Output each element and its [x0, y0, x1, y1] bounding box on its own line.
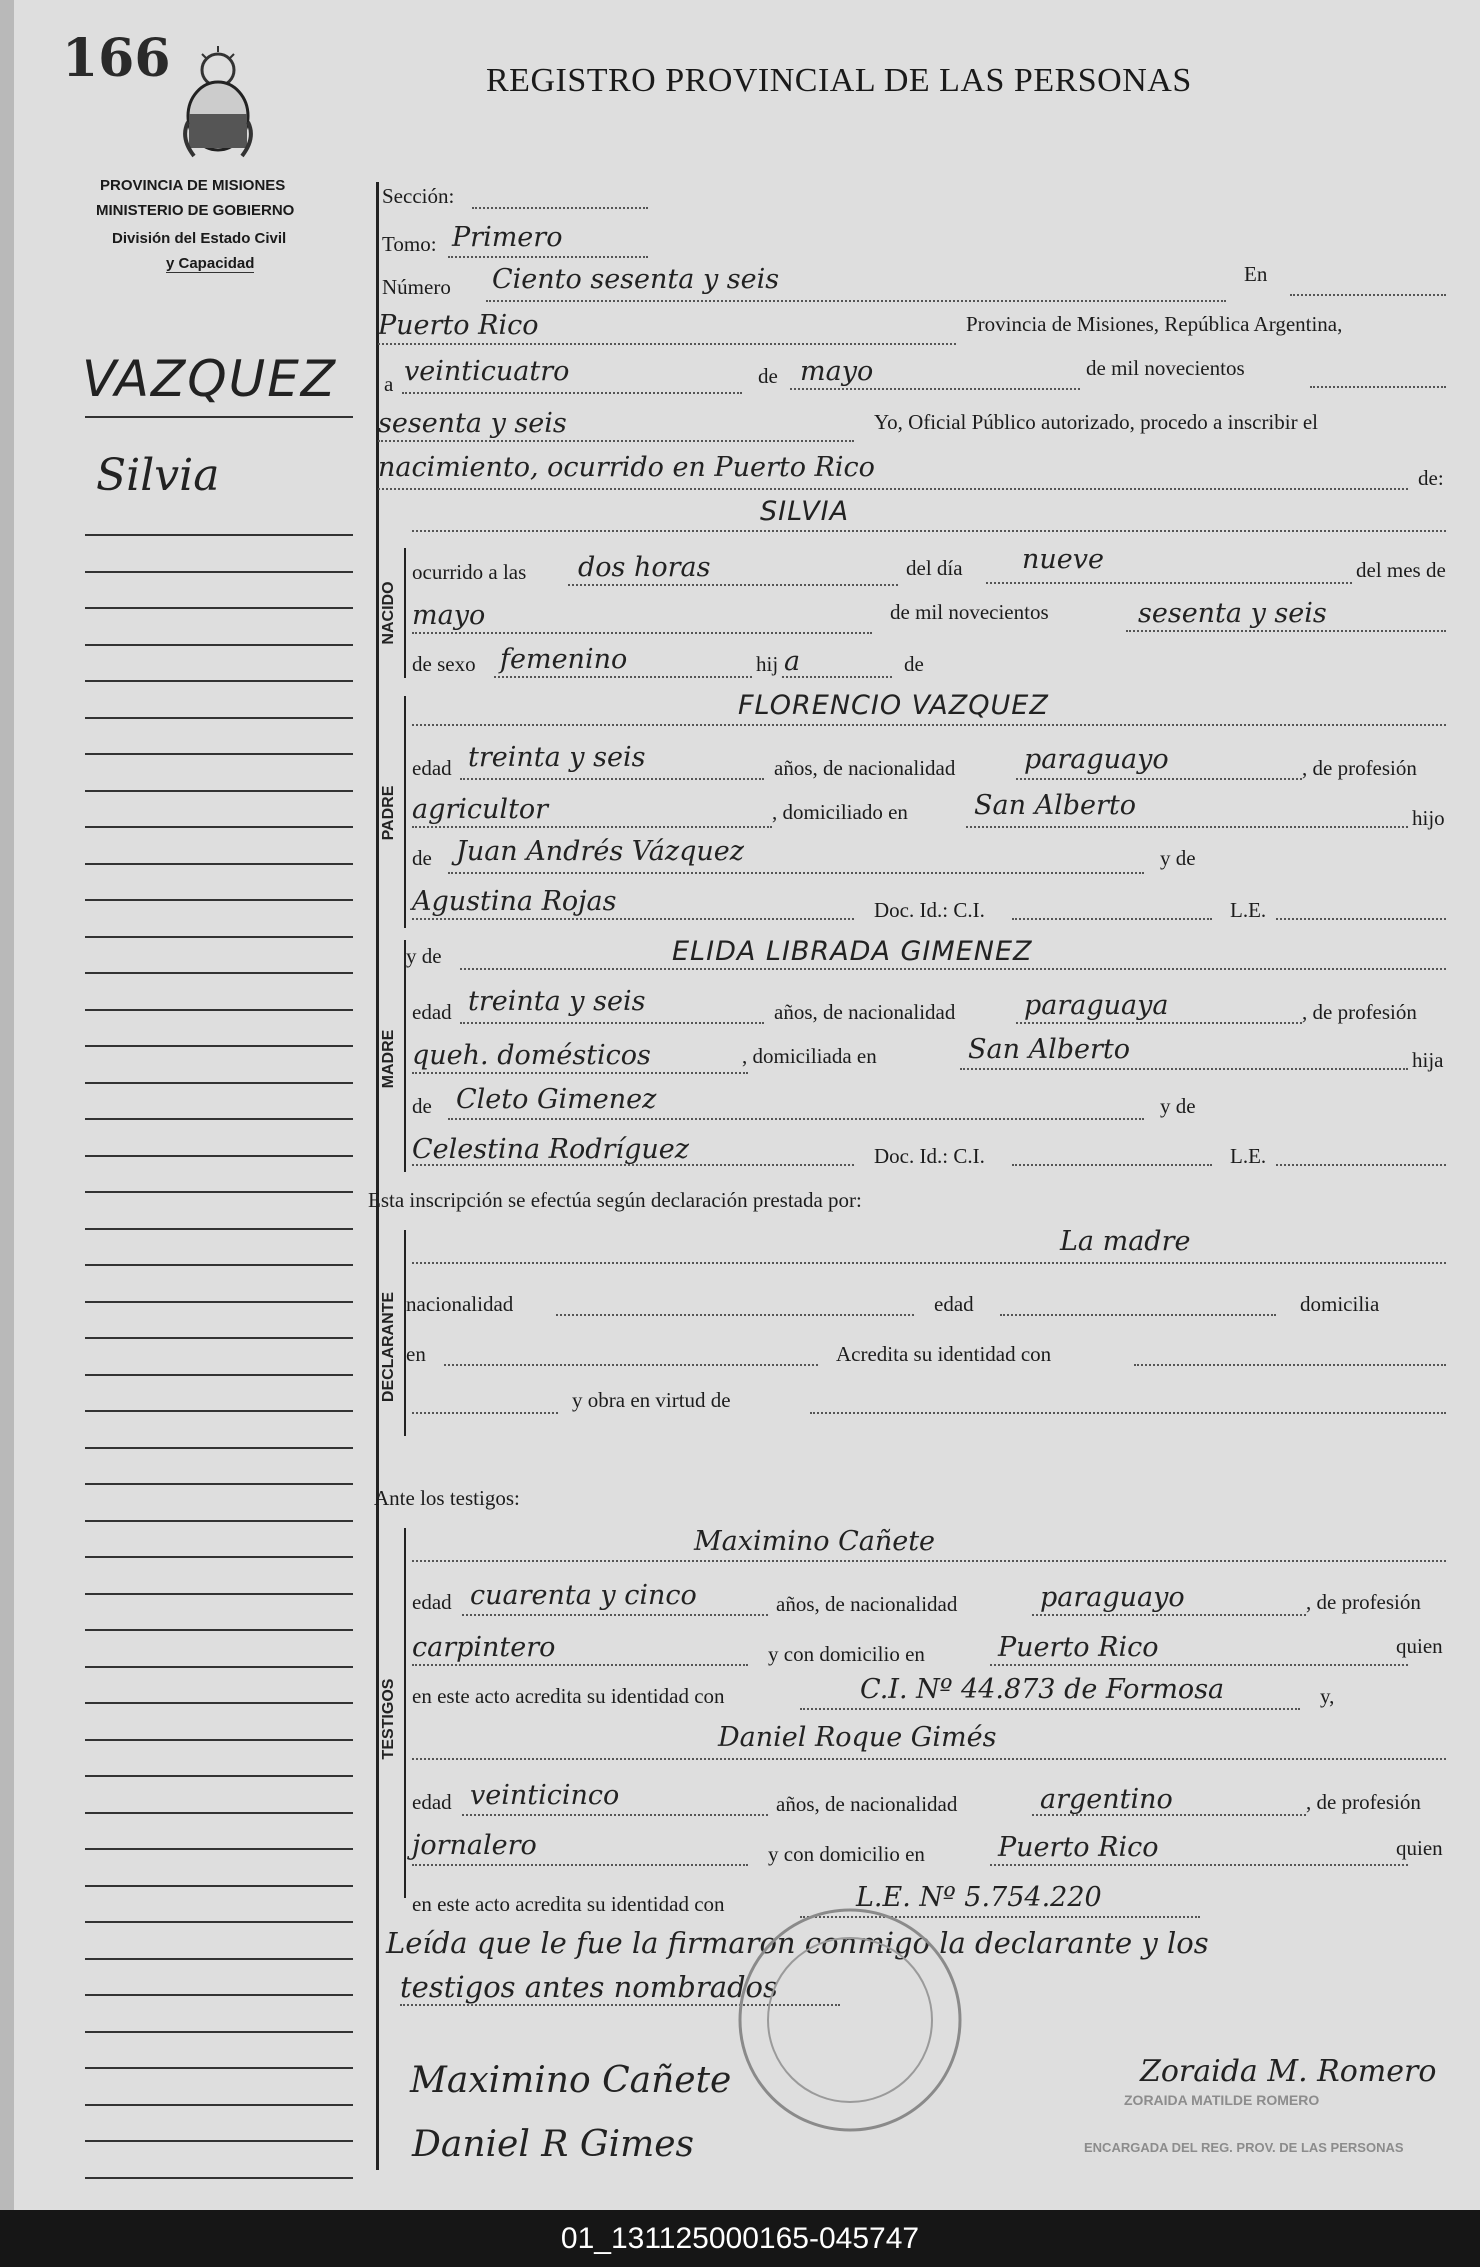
margin-rule	[85, 1739, 353, 1741]
stamp-title: ENCARGADA DEL REG. PROV. DE LAS PERSONAS	[1084, 2140, 1404, 2155]
label-quien-1: quien	[1396, 1634, 1443, 1658]
dots-lugar	[378, 343, 956, 345]
margin-rule	[85, 1520, 353, 1522]
dots-anio-inscripcion	[378, 440, 854, 442]
dots-abuela-materna	[412, 1164, 854, 1166]
margin-rule	[85, 1921, 353, 1923]
label-hijo: hijo	[1412, 806, 1445, 830]
label-madre-nacionalidad: años, de nacionalidad	[774, 1000, 956, 1024]
label-y-de-paterno: y de	[1160, 846, 1196, 870]
dots-padre-nacionalidad	[1016, 778, 1302, 780]
value-testigo1-id: C.I. Nº 44.873 de Formosa	[860, 1674, 1225, 1705]
signature-testigo1: Maximino Cañete	[410, 2060, 732, 2101]
margin-rule	[85, 1191, 353, 1193]
dots-padre-profesion	[412, 826, 772, 828]
section-divider-madre	[404, 940, 406, 1172]
label-mil-novecientos-2: de mil novecientos	[890, 600, 1049, 624]
dots-mes-nacimiento	[412, 632, 872, 634]
official-seal-stamp	[730, 1900, 970, 2140]
margin-rule	[85, 2104, 353, 2106]
label-de-abuelo-paterno: de	[412, 846, 432, 870]
dots-anio-nacimiento	[1126, 630, 1446, 632]
margin-rule	[85, 2140, 353, 2142]
section-divider-declarante	[404, 1230, 406, 1436]
section-divider-padre	[404, 696, 406, 928]
value-abuela-paterna: Agustina Rojas	[412, 886, 617, 917]
dots-anio-extra	[1310, 386, 1446, 388]
dots-numero	[486, 300, 1226, 302]
dots-madre-domicilio	[960, 1068, 1408, 1070]
value-dia-nacimiento: nueve	[1022, 544, 1104, 575]
margin-rule	[85, 644, 353, 646]
value-testigo1-edad: cuarenta y cinco	[470, 1580, 697, 1611]
margin-rule	[85, 1848, 353, 1850]
value-dia-inscripcion: veinticuatro	[404, 356, 570, 387]
dots-abuela-paterna	[412, 918, 854, 920]
label-de-mil-novecientos: de mil novecientos	[1086, 356, 1245, 380]
dots-doc-padre	[1012, 918, 1212, 920]
value-anio-nacimiento: sesenta y seis	[1138, 598, 1327, 629]
dots-seccion	[472, 207, 648, 209]
margin-surname: VAZQUEZ	[82, 350, 338, 408]
value-testigo2-profesion: jornalero	[412, 1830, 537, 1861]
label-testigo1-domicilio: y con domicilio en	[768, 1642, 925, 1666]
value-hij-suffix: a	[784, 646, 801, 677]
dots-acredita	[1134, 1364, 1446, 1366]
value-tomo: Primero	[452, 222, 563, 253]
value-abuelo-paterno: Juan Andrés Vázquez	[456, 836, 744, 867]
dots-dia-inscripcion	[402, 392, 742, 394]
margin-rule	[85, 1775, 353, 1777]
label-ocurrido: ocurrido a las	[412, 560, 527, 584]
issuer-line-2: MINISTERIO DE GOBIERNO	[96, 202, 295, 219]
note-line-1: Leída que le fue la firmaron conmigo la declarante y los	[386, 1926, 1209, 1960]
value-mes-inscripcion: mayo	[800, 356, 874, 387]
label-domiciliada: , domiciliada en	[742, 1044, 877, 1068]
margin-rule	[85, 1994, 353, 1996]
value-mes-nacimiento: mayo	[412, 600, 486, 631]
issuer-line-4: y Capacidad	[166, 255, 255, 272]
value-lugar: Puerto Rico	[378, 310, 539, 341]
margin-rule	[85, 1228, 353, 1230]
margin-rule	[85, 571, 353, 573]
side-label-padre: PADRE	[380, 785, 397, 841]
value-madre-nombre: ELIDA LIBRADA GIMENEZ	[672, 936, 1033, 967]
label-testigo2-profesion: , de profesión	[1306, 1790, 1421, 1814]
dots-declarante-en	[444, 1364, 818, 1366]
label-yo-oficial: Yo, Oficial Público autorizado, procedo a inscribir el	[874, 410, 1319, 434]
issuer-line-1: PROVINCIA DE MISIONES	[100, 177, 286, 194]
margin-rule	[85, 607, 353, 609]
dots-testigo2-nacionalidad	[1032, 1814, 1306, 1816]
dots-madre-profesion	[412, 1072, 748, 1074]
side-label-testigos: TESTIGOS	[380, 1678, 397, 1760]
value-testigo2-domicilio: Puerto Rico	[998, 1832, 1159, 1863]
label-padre-profesion: , de profesión	[1302, 756, 1417, 780]
label-madre-profesion: , de profesión	[1302, 1000, 1417, 1024]
label-ante-testigos: Ante los testigos:	[374, 1486, 520, 1510]
margin-rule	[85, 2067, 353, 2069]
dots-hij	[782, 676, 892, 678]
margin-rule	[85, 1155, 353, 1157]
label-de-mes: de	[758, 364, 778, 388]
value-padre-nombre: FLORENCIO VAZQUEZ	[738, 690, 1049, 721]
margin-rule	[85, 2177, 353, 2179]
margin-rule	[85, 1483, 353, 1485]
value-testigo2-id: L.E. Nº 5.754.220	[856, 1882, 1102, 1913]
label-quien-2: quien	[1396, 1836, 1443, 1860]
dots-en	[1290, 294, 1446, 296]
section-divider-testigos	[404, 1528, 406, 1898]
margin-rule	[85, 753, 353, 755]
value-nombre: SILVIA	[760, 496, 850, 527]
value-abuela-materna: Celestina Rodríguez	[412, 1134, 689, 1165]
dots-madre-edad	[460, 1022, 764, 1024]
value-sexo: femenino	[500, 644, 628, 675]
label-padre-edad: edad	[412, 756, 452, 780]
dots-le-padre	[1276, 918, 1446, 920]
label-declarante-edad: edad	[934, 1292, 974, 1316]
page-number: 166	[62, 28, 171, 89]
margin-rule	[85, 1812, 353, 1814]
section-divider-nacido	[404, 548, 406, 678]
label-de-abuelo-materno: de	[412, 1094, 432, 1118]
margin-given-name: Silvia	[96, 450, 220, 501]
dots-padre-domicilio	[966, 826, 1408, 828]
label-testigo2-nacionalidad: años, de nacionalidad	[776, 1792, 958, 1816]
margin-rule	[85, 1009, 353, 1011]
dots-hora	[568, 584, 898, 586]
value-madre-edad: treinta y seis	[468, 986, 646, 1017]
margin-rule	[85, 1958, 353, 1960]
dots-obra-pre	[412, 1412, 558, 1414]
dots-le-madre	[1276, 1164, 1446, 1166]
margin-rule	[85, 1264, 353, 1266]
dots-declarante	[412, 1262, 1446, 1264]
value-testigo2-nombre: Daniel Roque Gimés	[718, 1722, 997, 1753]
label-madre-edad: edad	[412, 1000, 452, 1024]
dots-acto	[378, 488, 1408, 490]
margin-rule	[85, 1301, 353, 1303]
dots-abuelo-materno	[448, 1118, 1144, 1120]
margin-rule	[85, 826, 353, 828]
value-abuelo-materno: Cleto Gimenez	[456, 1084, 657, 1115]
value-madre-profesion: queh. domésticos	[412, 1040, 651, 1071]
margin-rule	[85, 1702, 353, 1704]
label-del-dia: del día	[906, 556, 963, 580]
dots-mes-inscripcion	[790, 388, 1080, 390]
label-hija: hija	[1412, 1048, 1444, 1072]
issuer-line-3: División del Estado Civil	[112, 230, 287, 247]
dots-testigo1-id	[800, 1708, 1300, 1710]
dots-testigo1-domicilio	[990, 1664, 1408, 1666]
binding-edge	[0, 0, 14, 2210]
label-padre-nacionalidad: años, de nacionalidad	[774, 756, 956, 780]
margin-rule	[85, 899, 353, 901]
value-anio-inscripcion: sesenta y seis	[378, 408, 567, 439]
label-obra-en-virtud: y obra en virtud de	[572, 1388, 731, 1412]
label-y-de-materno: y de	[1160, 1094, 1196, 1118]
dots-testigo2-nombre	[412, 1758, 1446, 1760]
label-de-sexo: de sexo	[412, 652, 476, 676]
margin-rule	[85, 972, 353, 974]
label-de-padres: de	[904, 652, 924, 676]
value-testigo1-nacionalidad: paraguayo	[1040, 1582, 1185, 1613]
margin-rule	[85, 1629, 353, 1631]
label-del-mes: del mes de	[1356, 558, 1446, 582]
coat-of-arms-emblem	[176, 44, 260, 162]
margin-rule	[85, 1447, 353, 1449]
dots-testigo2-profesion	[412, 1864, 748, 1866]
label-de-colon: de:	[1418, 466, 1444, 490]
side-label-nacido: NACIDO	[380, 581, 397, 645]
label-tomo: Tomo:	[382, 232, 437, 256]
dots-padre-edad	[460, 778, 764, 780]
label-doc-madre: Doc. Id.: C.I.	[874, 1144, 985, 1168]
margin-rule	[85, 936, 353, 938]
label-domiciliado: , domiciliado en	[772, 800, 908, 824]
label-testigo2-edad: edad	[412, 1790, 452, 1814]
value-madre-nacionalidad: paraguaya	[1024, 990, 1169, 1021]
margin-rule	[85, 790, 353, 792]
margin-line	[85, 416, 353, 418]
label-a: a	[384, 372, 394, 396]
dots-doc-madre	[1012, 1164, 1212, 1166]
dots-madre-nombre	[460, 968, 1446, 970]
dots-testigo2-edad	[462, 1814, 768, 1816]
dots-declarante-nacionalidad	[556, 1314, 914, 1316]
dots-tomo	[448, 256, 648, 258]
registry-title: REGISTRO PROVINCIAL DE LAS PERSONAS	[486, 62, 1192, 99]
value-numero: Ciento sesenta y seis	[492, 264, 780, 295]
dots-declarante-edad	[1000, 1314, 1276, 1316]
dots-nombre	[412, 530, 1446, 532]
value-testigo2-nacionalidad: argentino	[1040, 1784, 1173, 1815]
dots-testigo1-profesion	[412, 1664, 748, 1666]
value-testigo2-edad: veinticinco	[470, 1780, 620, 1811]
value-madre-domicilio: San Alberto	[968, 1034, 1130, 1065]
value-acto: nacimiento, ocurrido en Puerto Rico	[378, 452, 875, 483]
margin-rule	[85, 1118, 353, 1120]
label-le-padre: L.E.	[1230, 898, 1267, 922]
dots-abuelo-paterno	[448, 872, 1144, 874]
label-y-de-madre: y de	[406, 944, 442, 968]
margin-rule	[85, 1374, 353, 1376]
margin-rule	[85, 1045, 353, 1047]
signature-testigo2: Daniel R Gimes	[412, 2124, 695, 2165]
value-padre-nacionalidad: paraguayo	[1024, 744, 1169, 775]
label-doc-padre: Doc. Id.: C.I.	[874, 898, 985, 922]
margin-rule	[85, 863, 353, 865]
value-testigo1-nombre: Maximino Cañete	[694, 1526, 936, 1557]
value-hora: dos horas	[578, 552, 711, 583]
margin-rule	[85, 1593, 353, 1595]
dots-padre-nombre	[412, 724, 1446, 726]
side-label-declarante: DECLARANTE	[380, 1291, 397, 1403]
dots-testigo2-domicilio	[990, 1864, 1408, 1866]
side-label-madre: MADRE	[380, 1029, 397, 1089]
label-testigo1-nacionalidad: años, de nacionalidad	[776, 1592, 958, 1616]
dots-madre-nacionalidad	[1016, 1022, 1302, 1024]
value-padre-domicilio: San Alberto	[974, 790, 1136, 821]
dots-testigo1-edad	[462, 1614, 768, 1616]
label-acredita: Acredita su identidad con	[836, 1342, 1052, 1366]
value-testigo1-domicilio: Puerto Rico	[998, 1632, 1159, 1663]
label-seccion: Sección:	[382, 184, 455, 208]
label-le-madre: L.E.	[1230, 1144, 1267, 1168]
document-id-footer: 01_131125000165-045747	[0, 2210, 1480, 2267]
margin-rule	[85, 1410, 353, 1412]
stamp-name: ZORAIDA MATILDE ROMERO	[1124, 2092, 1320, 2108]
margin-rule	[85, 680, 353, 682]
margin-rule	[85, 717, 353, 719]
dots-obra	[810, 1412, 1446, 1414]
value-testigo1-profesion: carpintero	[412, 1632, 556, 1663]
dots-dia-nacimiento	[986, 582, 1352, 584]
label-en-este-acto-2: en este acto acredita su identidad con	[412, 1892, 725, 1916]
label-numero: Número	[382, 275, 451, 299]
signature-oficial: Zoraida M. Romero	[1140, 2054, 1437, 2089]
dots-sexo	[494, 676, 752, 678]
label-domicilia: domicilia	[1300, 1292, 1380, 1316]
label-declarante-en: en	[406, 1342, 426, 1366]
label-esta-inscripcion: Esta inscripción se efectúa según declaración prestada por:	[368, 1188, 862, 1212]
margin-rule	[85, 1666, 353, 1668]
dots-testigo1-nombre	[412, 1560, 1446, 1562]
margin-rule	[85, 2031, 353, 2033]
value-declarante: La madre	[1060, 1226, 1191, 1257]
label-testigo1-profesion: , de profesión	[1306, 1590, 1421, 1614]
label-provincia: Provincia de Misiones, República Argentina,	[966, 312, 1343, 336]
label-en: En	[1244, 262, 1268, 286]
margin-rule	[85, 1082, 353, 1084]
label-testigo1-edad: edad	[412, 1590, 452, 1614]
margin-rule	[85, 1885, 353, 1887]
margin-rule	[85, 1556, 353, 1558]
label-y-comma: y,	[1320, 1684, 1335, 1708]
label-declarante-nacionalidad: nacionalidad	[406, 1292, 514, 1316]
margin-rule	[85, 534, 353, 536]
margin-rule	[85, 1337, 353, 1339]
note-line-2: testigos antes nombrados	[400, 1970, 778, 2004]
value-padre-edad: treinta y seis	[468, 742, 646, 773]
label-hij: hij	[756, 652, 779, 676]
dots-testigo1-nacionalidad	[1032, 1614, 1306, 1616]
value-padre-profesion: agricultor	[412, 794, 549, 825]
label-testigo2-domicilio: y con domicilio en	[768, 1842, 925, 1866]
label-en-este-acto-1: en este acto acredita su identidad con	[412, 1684, 725, 1708]
